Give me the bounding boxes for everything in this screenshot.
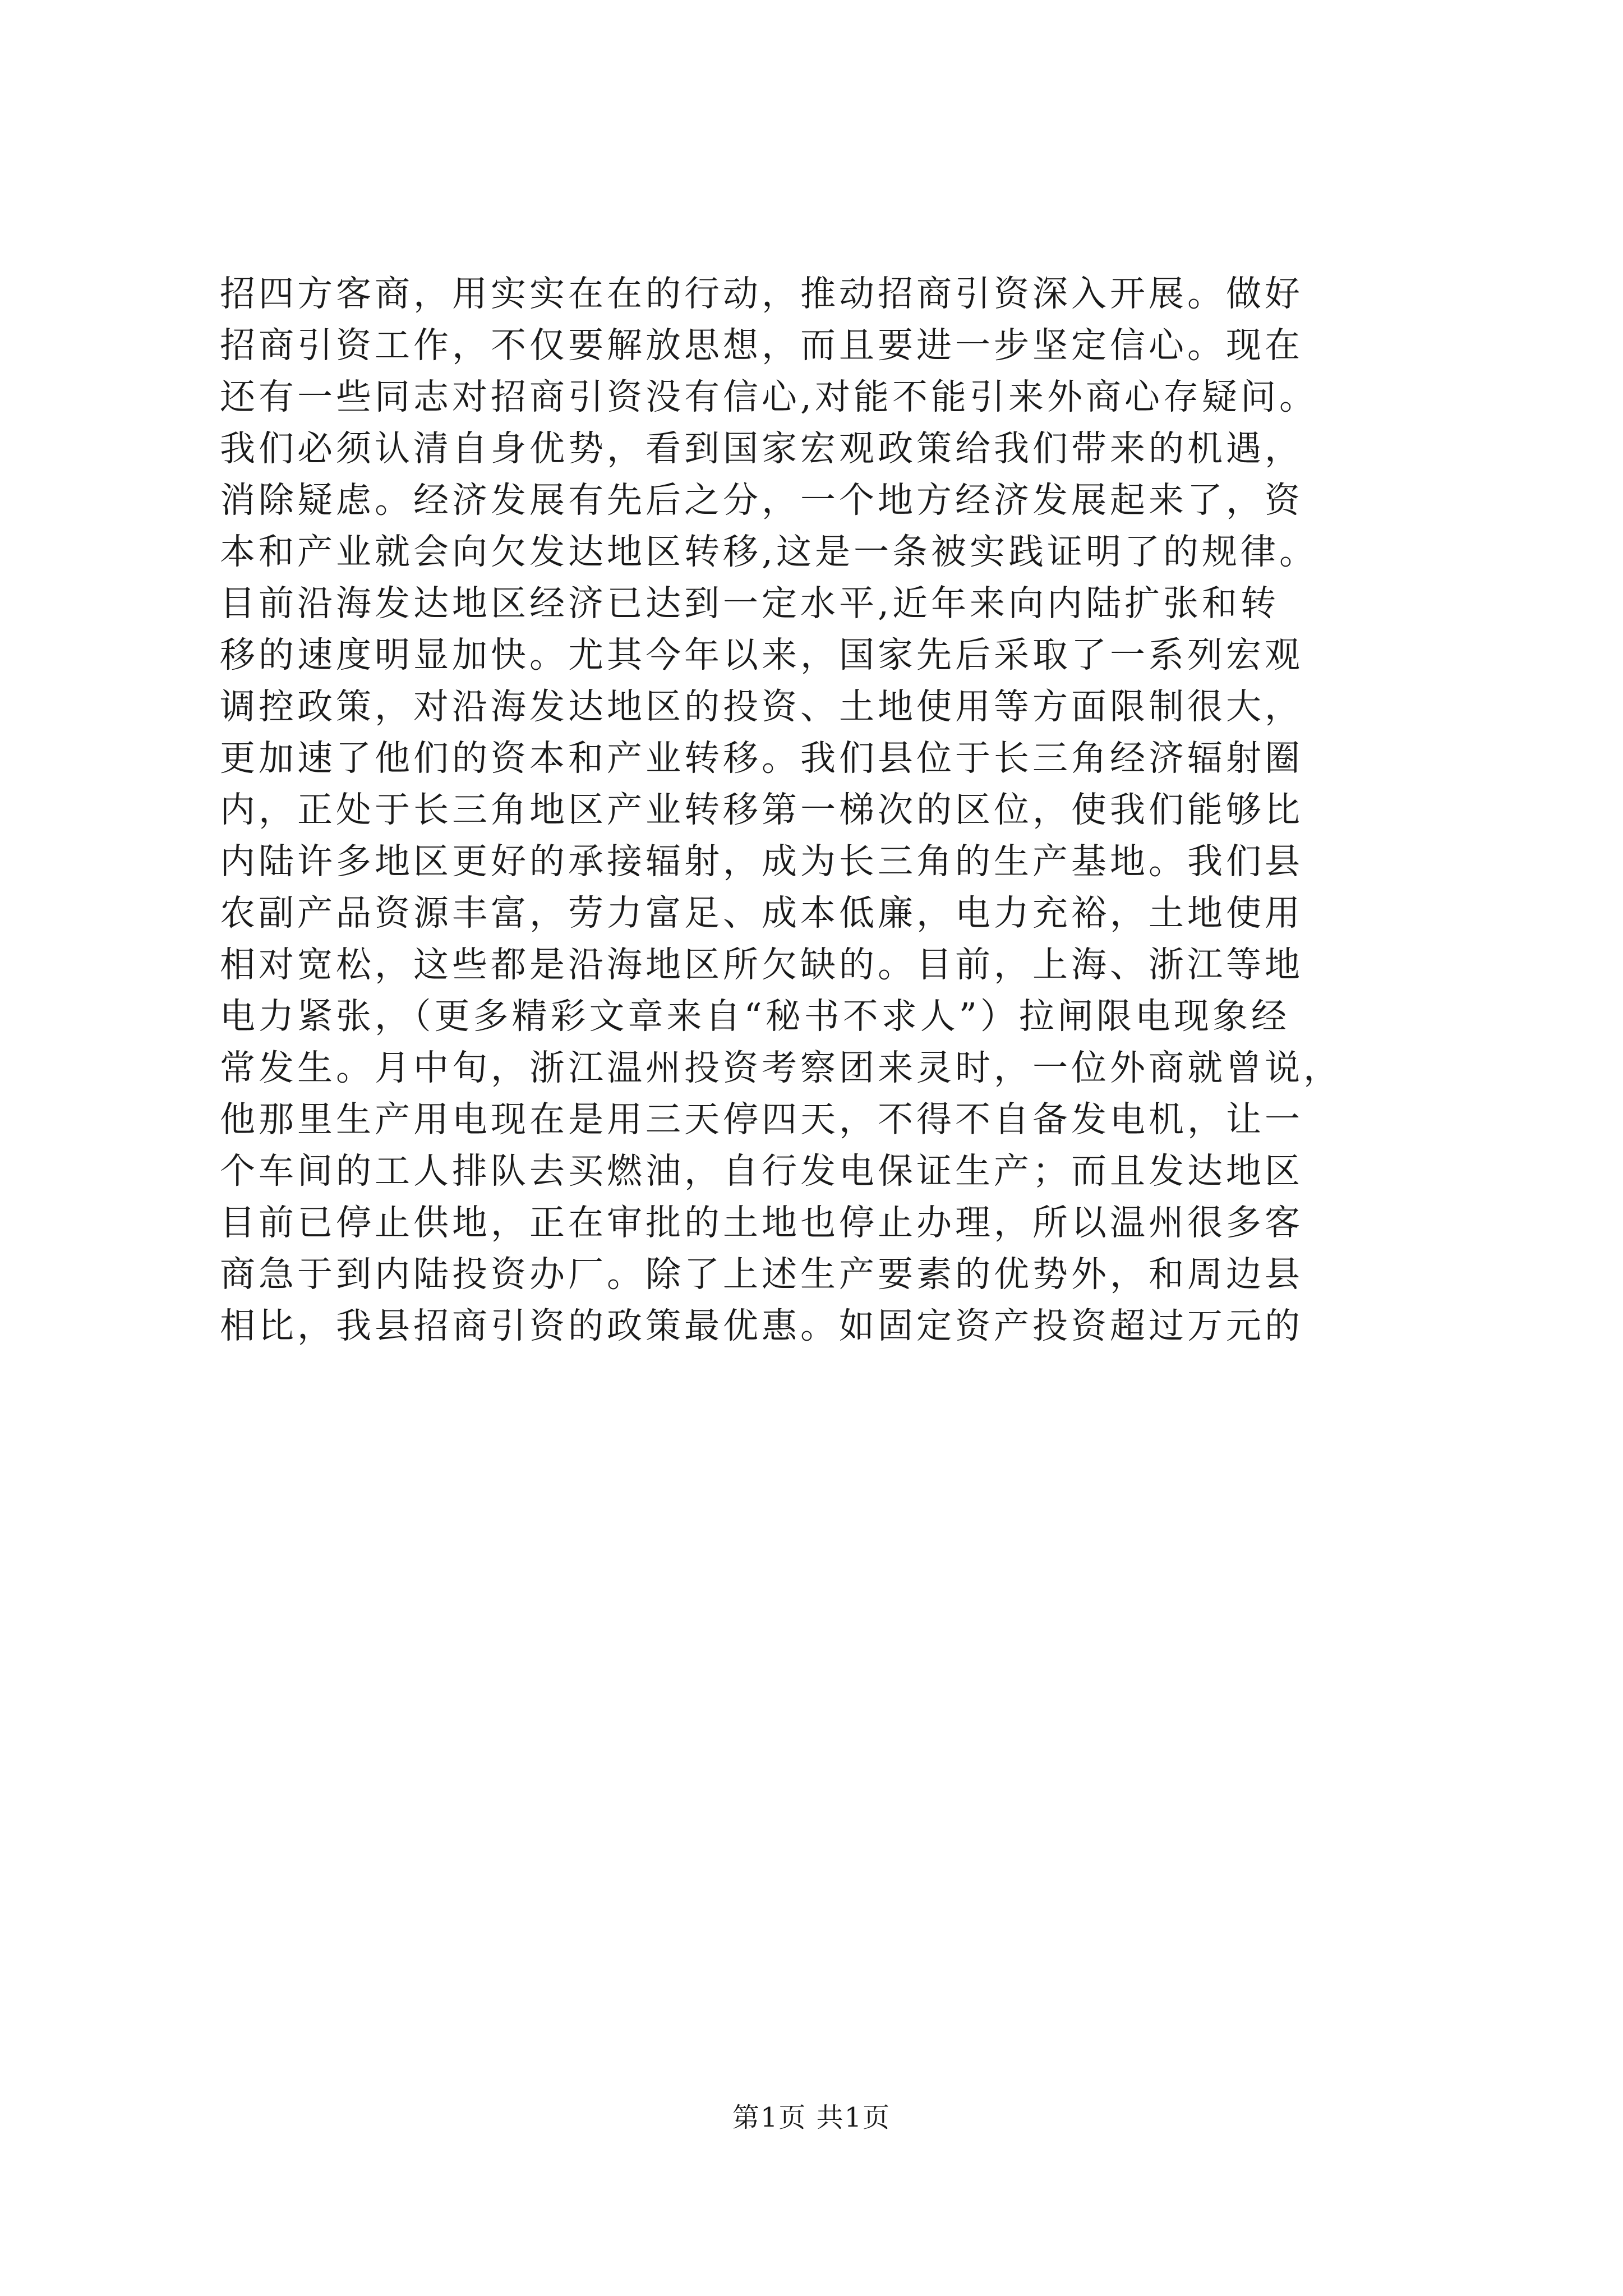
text-line: 移的速度明显加快。尤其今年以来，国家先后采取了一系列宏观 xyxy=(220,634,1303,675)
text-line: 内陆许多地区更好的承接辐射，成为长三角的生产基地。我们县 xyxy=(220,841,1303,882)
text-line: 招四方客商，用实实在在的行动，推动招商引资深入开展。做好 xyxy=(220,273,1303,314)
text-line: 还有一些同志对招商引资没有信心,对能不能引来外商心存疑问。 xyxy=(220,376,1318,417)
text-line: 我们必须认清自身优势，看到国家宏观政策给我们带来的机遇， xyxy=(220,428,1303,469)
text-line: 农副产品资源丰富，劳力富足、成本低廉，电力充裕，土地使用 xyxy=(220,892,1303,933)
page-footer: 第1页 共1页 xyxy=(732,2102,891,2133)
text-line: 消除疑虑。经济发展有先后之分，一个地方经济发展起来了，资 xyxy=(220,480,1303,521)
text-line: 电力紧张，（更多精彩文章来自“秘书不求人”）拉闸限电现象经 xyxy=(220,996,1290,1037)
text-line: 内，正处于长三角地区产业转移第一梯次的区位，使我们能够比 xyxy=(220,789,1303,830)
text-line: 相对宽松，这些都是沿海地区所欠缺的。目前，上海、浙江等地 xyxy=(220,944,1303,985)
text-line: 调控政策，对沿海发达地区的投资、土地使用等方面限制很大， xyxy=(220,686,1303,727)
text-line: 他那里生产用电现在是用三天停四天，不得不自备发电机，让一 xyxy=(220,1099,1303,1140)
text-line: 本和产业就会向欠发达地区转移,这是一条被实践证明了的规律。 xyxy=(220,531,1318,572)
text-line: 招商引资工作，不仅要解放思想，而且要进一步坚定信心。现在 xyxy=(220,325,1303,366)
text-line: 目前沿海发达地区经济已达到一定水平,近年来向内陆扩张和转 xyxy=(220,583,1280,624)
text-line: 商急于到内陆投资办厂。除了上述生产要素的优势外，和周边县 xyxy=(220,1254,1303,1295)
text-line: 相比，我县招商引资的政策最优惠。如固定资产投资超过万元的 xyxy=(220,1305,1303,1346)
text-line: 个车间的工人排队去买燃油，自行发电保证生产；而且发达地区 xyxy=(220,1151,1303,1191)
body-text xyxy=(220,268,1426,1352)
text-line: 常发生。月中旬，浙江温州投资考察团来灵时，一位外商就曾说， xyxy=(220,1047,1342,1088)
text-line: 更加速了他们的资本和产业转移。我们县位于长三角经济辐射圈 xyxy=(220,738,1303,779)
text-line: 目前已停止供地，正在审批的土地也停止办理，所以温州很多客 xyxy=(220,1202,1303,1243)
